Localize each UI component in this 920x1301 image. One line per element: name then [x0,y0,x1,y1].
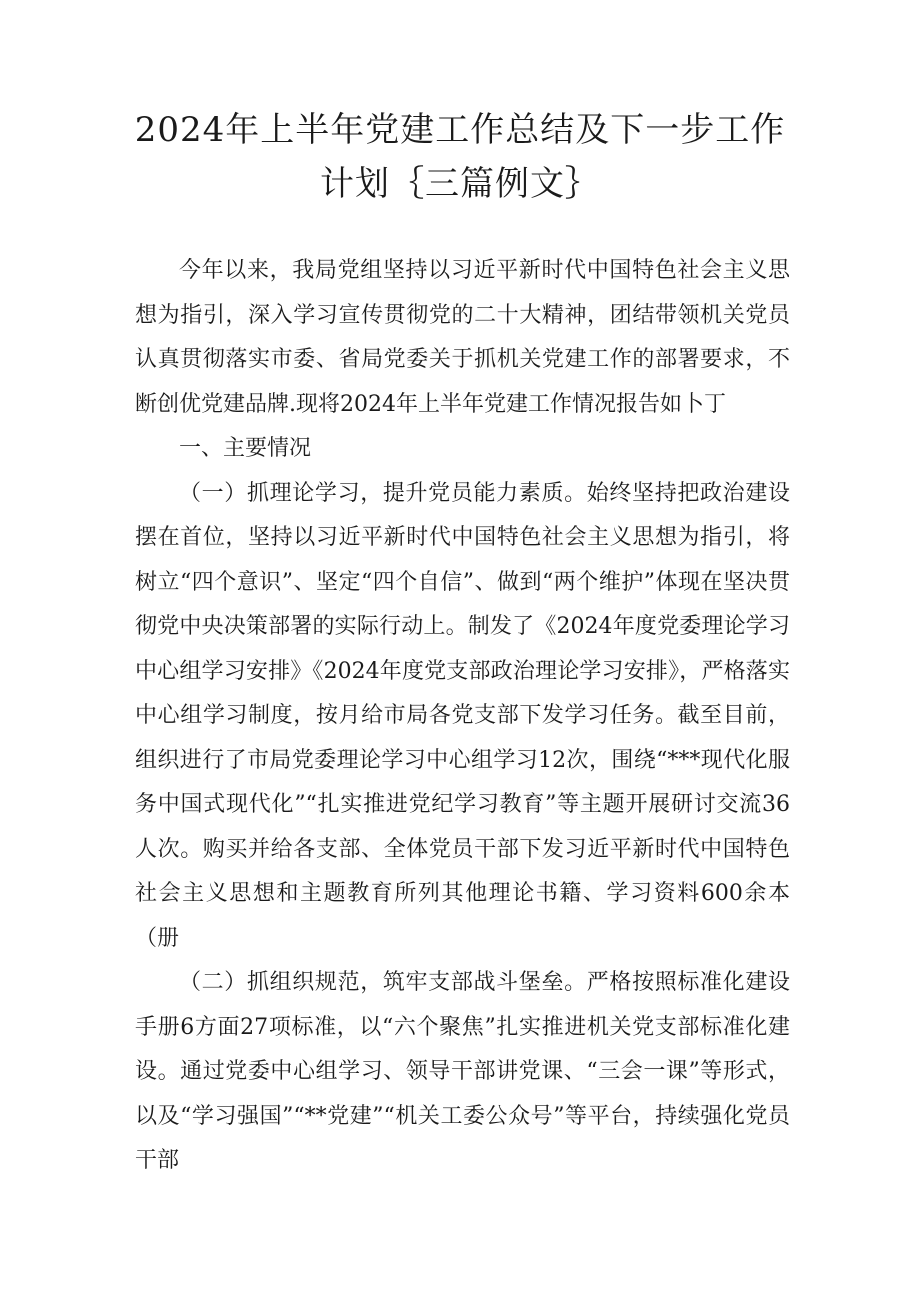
intro-paragraph: 今年以来，我局党组坚持以习近平新时代中国特色社会主义思想为指引，深入学习宣传贯彻党的二十大精神，团结带领机关党员认真贯彻落实市委、省局党委关于抓机关党建工作的部署要求，不断创优党建品牌.现将2024年上半年党建工作情况报告如卜丁 [135,258,790,417]
title-line-1: 2024年上半年党建工作总结及下一步工作 [134,110,786,150]
title-line-2: 计划｛三篇例文｝ [320,164,600,204]
paragraph-organization-standards: （二）抓组织规范，筑牢支部战斗堡垒。严格按照标准化建设手册6方面27项标准，以“六个聚焦”扎实推进机关党支部标准化建设。通过党委中心组学习、领导干部讲党课、“三会一课”等形式，以及“学习强国”“**党建”“机关工委公众号”等平台，持续强化党员干部 [135,970,790,1173]
paragraph-theory-study: （一）抓理论学习，提升党员能力素质。始终坚持把政治建设摆在首位，坚持以习近平新时代中国特色社会主义思想为指引，将树立“四个意识”、坚定“四个自信”、做到“两个维护”体现在坚决贯彻党中央决策部署的实际行动上。制发了《2024年度党委理论学习中心组学习安排》《2024年度党支部政治理论学习安排》，严格落实中心组学习制度，按月给市局各党支部下发学习任务。截至目前，组织进行了市局党委理论学习中心组学习12次，围绕“***现代化服务中国式现代化”“扎实推进党纪学习教育”等主题开展研讨交流36人次。购买并给各支部、全体党员干部下发习近平新时代中国特色社会主义思想和主题教育所列其他理论书籍、学习资料600余本（册 [135,480,790,951]
document-body [135,249,790,1184]
document-title [120,103,800,211]
section-heading-main-situation: 一、主要情况 [179,436,312,461]
